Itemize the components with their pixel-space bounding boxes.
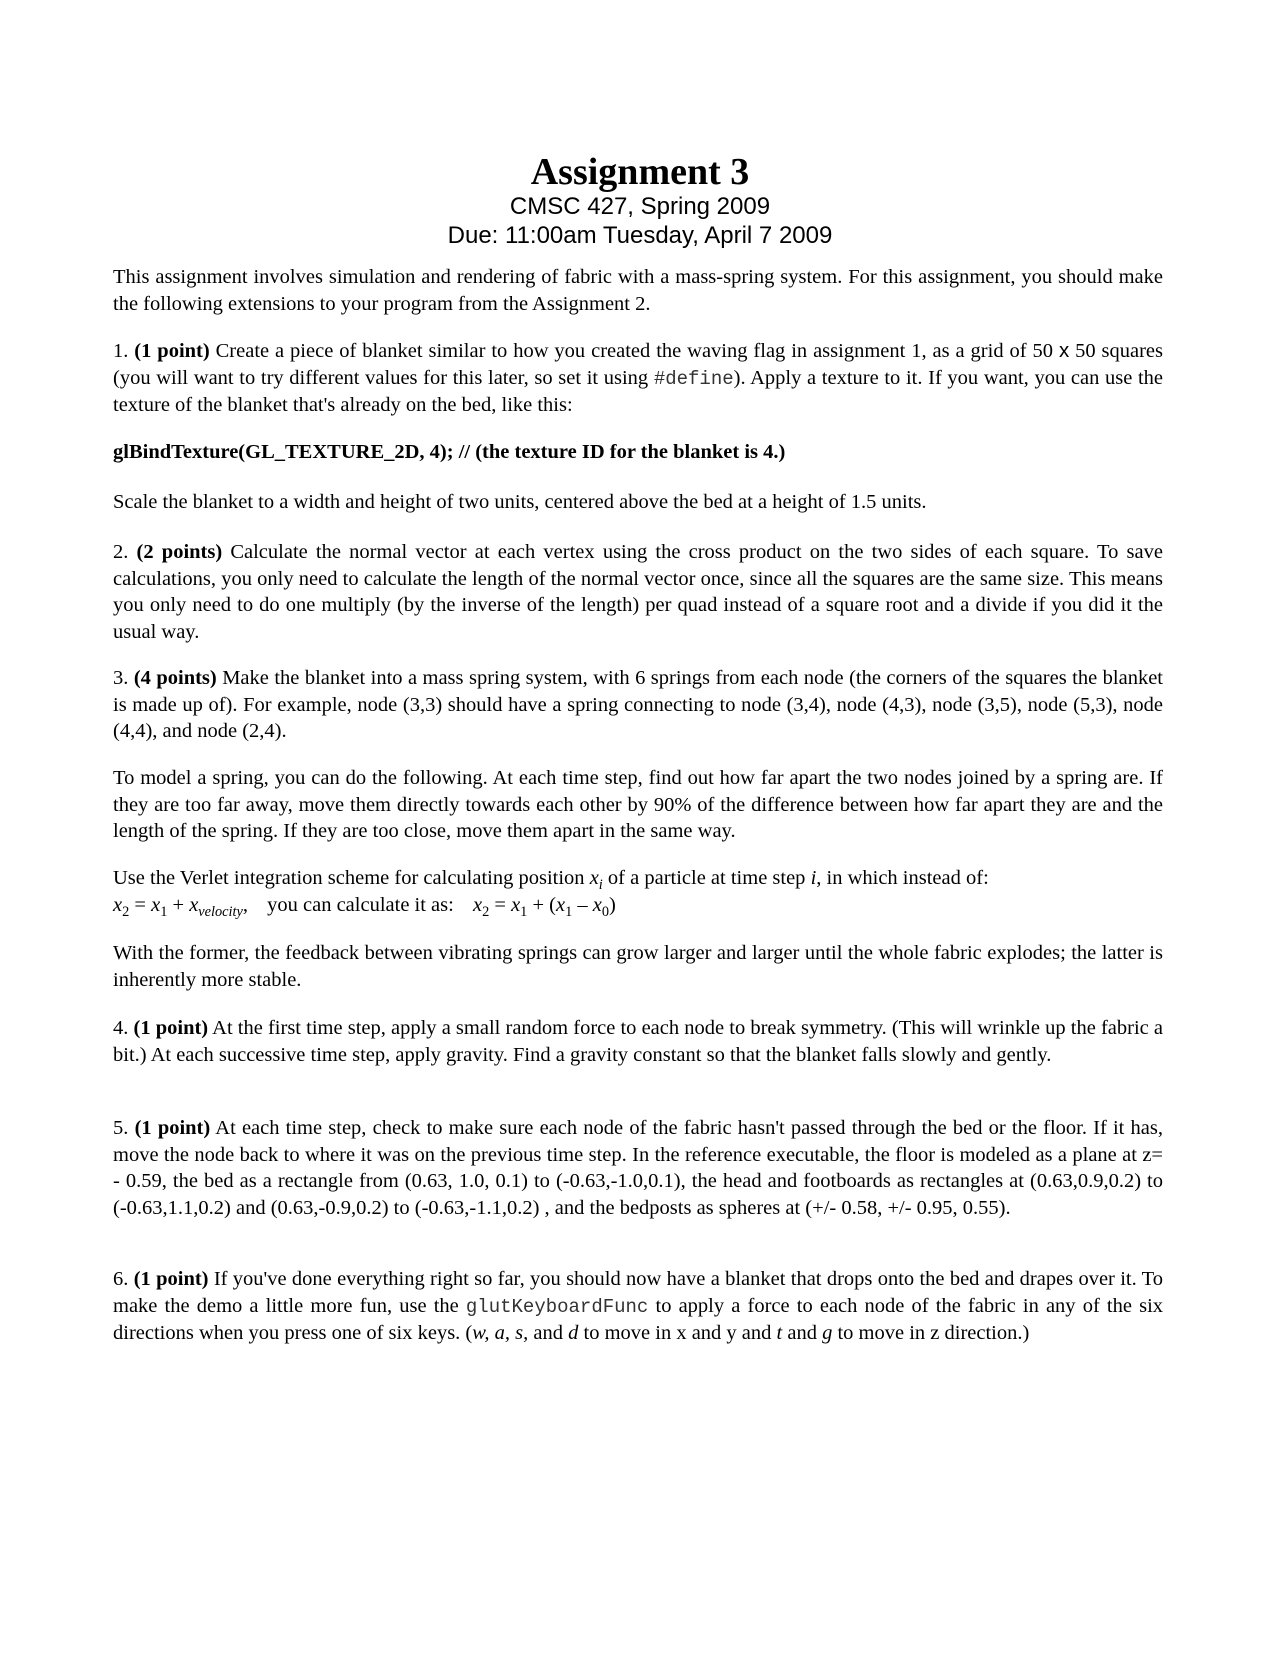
key-d: d <box>568 1322 579 1344</box>
item-3-paragraph <box>113 665 1163 745</box>
page-title: Assignment 3 <box>530 151 750 193</box>
intro-paragraph <box>113 264 1163 317</box>
item-5-text: At each time step, check to make sure each node of the fabric hasn't passed through the bed or the floor. If it has, move the node back to where it was on the previous time step. In the reference executable, the floor is modeled as a plane at z= - 0.59, the bed as a rectangle from (0.63, 1.0, 0.1) to (-0.63,-1.0,0.1), the head and footboards as rectangles at (0.63,0.9,0.2) to (-0.63,1.1,0.2) and (0.63,-0.9,0.2) to (-0.63,-1.1,0.2) , and the bedposts as spheres at (+/- 0.58, +/- 0.95, 0.55). <box>113 1117 1164 1219</box>
spring-text: To model a spring, you can do the following. At each time step, find out how far apart the two nodes joined by a spring are. If they are too far away, move them directly towards each other by 90% of the difference between how far apart they are and the length of the spring. If they are too close, move them apart in the same way. <box>113 767 1163 842</box>
bind-texture-code-line: glBindTexture(GL_TEXTURE_2D, 4); // (the texture ID for the blanket is 4.) <box>113 441 786 463</box>
item-6-text-d: to move in z direction.) <box>837 1322 1030 1344</box>
intro-text: This assignment involves simulation and rendering of fabric with a mass-spring system. For this assignment, you should make the following extensions to your program from the Assignment 2. <box>113 266 1163 315</box>
item-3-points: (4 points) <box>133 667 217 689</box>
position-subscript-i: i <box>598 877 603 894</box>
due-date: Due: 11:00am Tuesday, April 7 2009 <box>447 222 833 249</box>
item-1-paragraph <box>113 338 1163 419</box>
item-5-points: (1 point) <box>134 1117 211 1139</box>
keys-w-a-s: w, a, s, <box>472 1322 529 1344</box>
verlet-text-a: Use the Verlet integration scheme for calculating position <box>113 867 585 889</box>
item-6-and-2: and <box>787 1322 817 1344</box>
item-1-number: 1. <box>113 340 129 362</box>
item-6-text-c: to move in x and y and <box>583 1322 772 1344</box>
verlet-paragraph <box>113 865 1163 918</box>
spring-paragraph <box>113 765 1163 845</box>
item-1-text-a: Create a piece of blanket similar to how you created the waving flag in assignment 1, as a grid of 50 <box>215 340 1054 362</box>
item-2-points: (2 points) <box>136 541 223 563</box>
item-6-text-b: to apply a force to each node of the fabric in any of the six directions when you press one of six keys. ( <box>113 1294 1164 1344</box>
item-4-text: At the first time step, apply a small random force to each node to break symmetry. (This will wrinkle up the fabric a bit.) At each successive time step, apply gravity. Find a gravity constant so that the blanket falls slowly and gently. <box>113 1017 1163 1066</box>
item-5-paragraph <box>113 1115 1163 1221</box>
item-6-points: (1 point) <box>133 1268 209 1290</box>
verlet-text-b: of a particle at time step <box>607 867 806 889</box>
verlet-calc-text: you can calculate it as: <box>267 893 454 916</box>
item-1-text-b: 50 squares (you will want to try different values for this later, so set it using <box>113 340 1164 389</box>
key-g: g <box>822 1322 833 1344</box>
item-6-and-1: and <box>533 1322 564 1344</box>
define-code: #define <box>653 367 734 390</box>
item-1-text-c: ). Apply a texture to it. If you want, you can use the texture of the blanket that's already on the bed, like this: <box>113 366 1163 416</box>
scale-text: Scale the blanket to a width and height of two units, centered above the bed at a height of 1.5 units. <box>113 491 927 513</box>
verlet-equation: $x_2 = x_1 + (x_1 - x_0)$ <box>472 893 616 920</box>
item-2-number: 2. <box>113 541 129 563</box>
item-4-number: 4. <box>113 1017 129 1039</box>
item-1-points: (1 point) <box>134 340 210 362</box>
item-4-paragraph <box>113 1015 1163 1068</box>
item-6-paragraph <box>113 1266 1163 1347</box>
stability-paragraph <box>113 940 1163 993</box>
item-6-number: 6. <box>113 1268 129 1290</box>
glut-keyboard-func-code: glutKeyboardFunc <box>465 1295 649 1318</box>
item-2-paragraph <box>113 539 1163 645</box>
key-t: t <box>776 1322 783 1344</box>
course-subtitle: CMSC 427, Spring 2009 <box>509 193 771 220</box>
code-line-paragraph <box>113 439 1163 466</box>
naive-equation: $x_2 = x_1 + x_{velocity}$, <box>113 893 249 920</box>
position-variable: x <box>589 867 599 889</box>
scale-paragraph <box>113 489 1163 516</box>
former-text: With the former, the feedback between vibrating springs can grow larger and larger until the whole fabric explodes; the latter is inherently more stable. <box>113 942 1163 991</box>
item-6-text-a: If you've done everything right so far, you should now have a blanket that drops onto the bed and drapes over it. To make the demo a little more fun, use the <box>113 1268 1164 1317</box>
item-3-text: Make the blanket into a mass spring system, with 6 springs from each node (the corners of the squares the blanket is made up of). For example, node (3,3) should have a spring connecting to node (3,4), node (4,3), node (3,5), node (5,3), node (4,4), and node (2,4). <box>113 667 1163 742</box>
item-5-number: 5. <box>113 1117 129 1139</box>
item-4-points: (1 point) <box>133 1017 209 1039</box>
item-3-number: 3. <box>113 667 129 689</box>
verlet-text-c: , in which instead of: <box>816 867 989 889</box>
item-2-text: Calculate the normal vector at each vertex using the cross product on the two sides of each square. To save calculations, you only need to calculate the length of the normal vector once, since all the squares are the same size. This means you only need to do one multiply (by the inverse of the length) per quad instead of a square root and a divide if you did it the usual way. <box>113 541 1163 643</box>
time-step-variable: i <box>810 867 817 889</box>
item-1-x-char: x <box>1058 339 1070 362</box>
